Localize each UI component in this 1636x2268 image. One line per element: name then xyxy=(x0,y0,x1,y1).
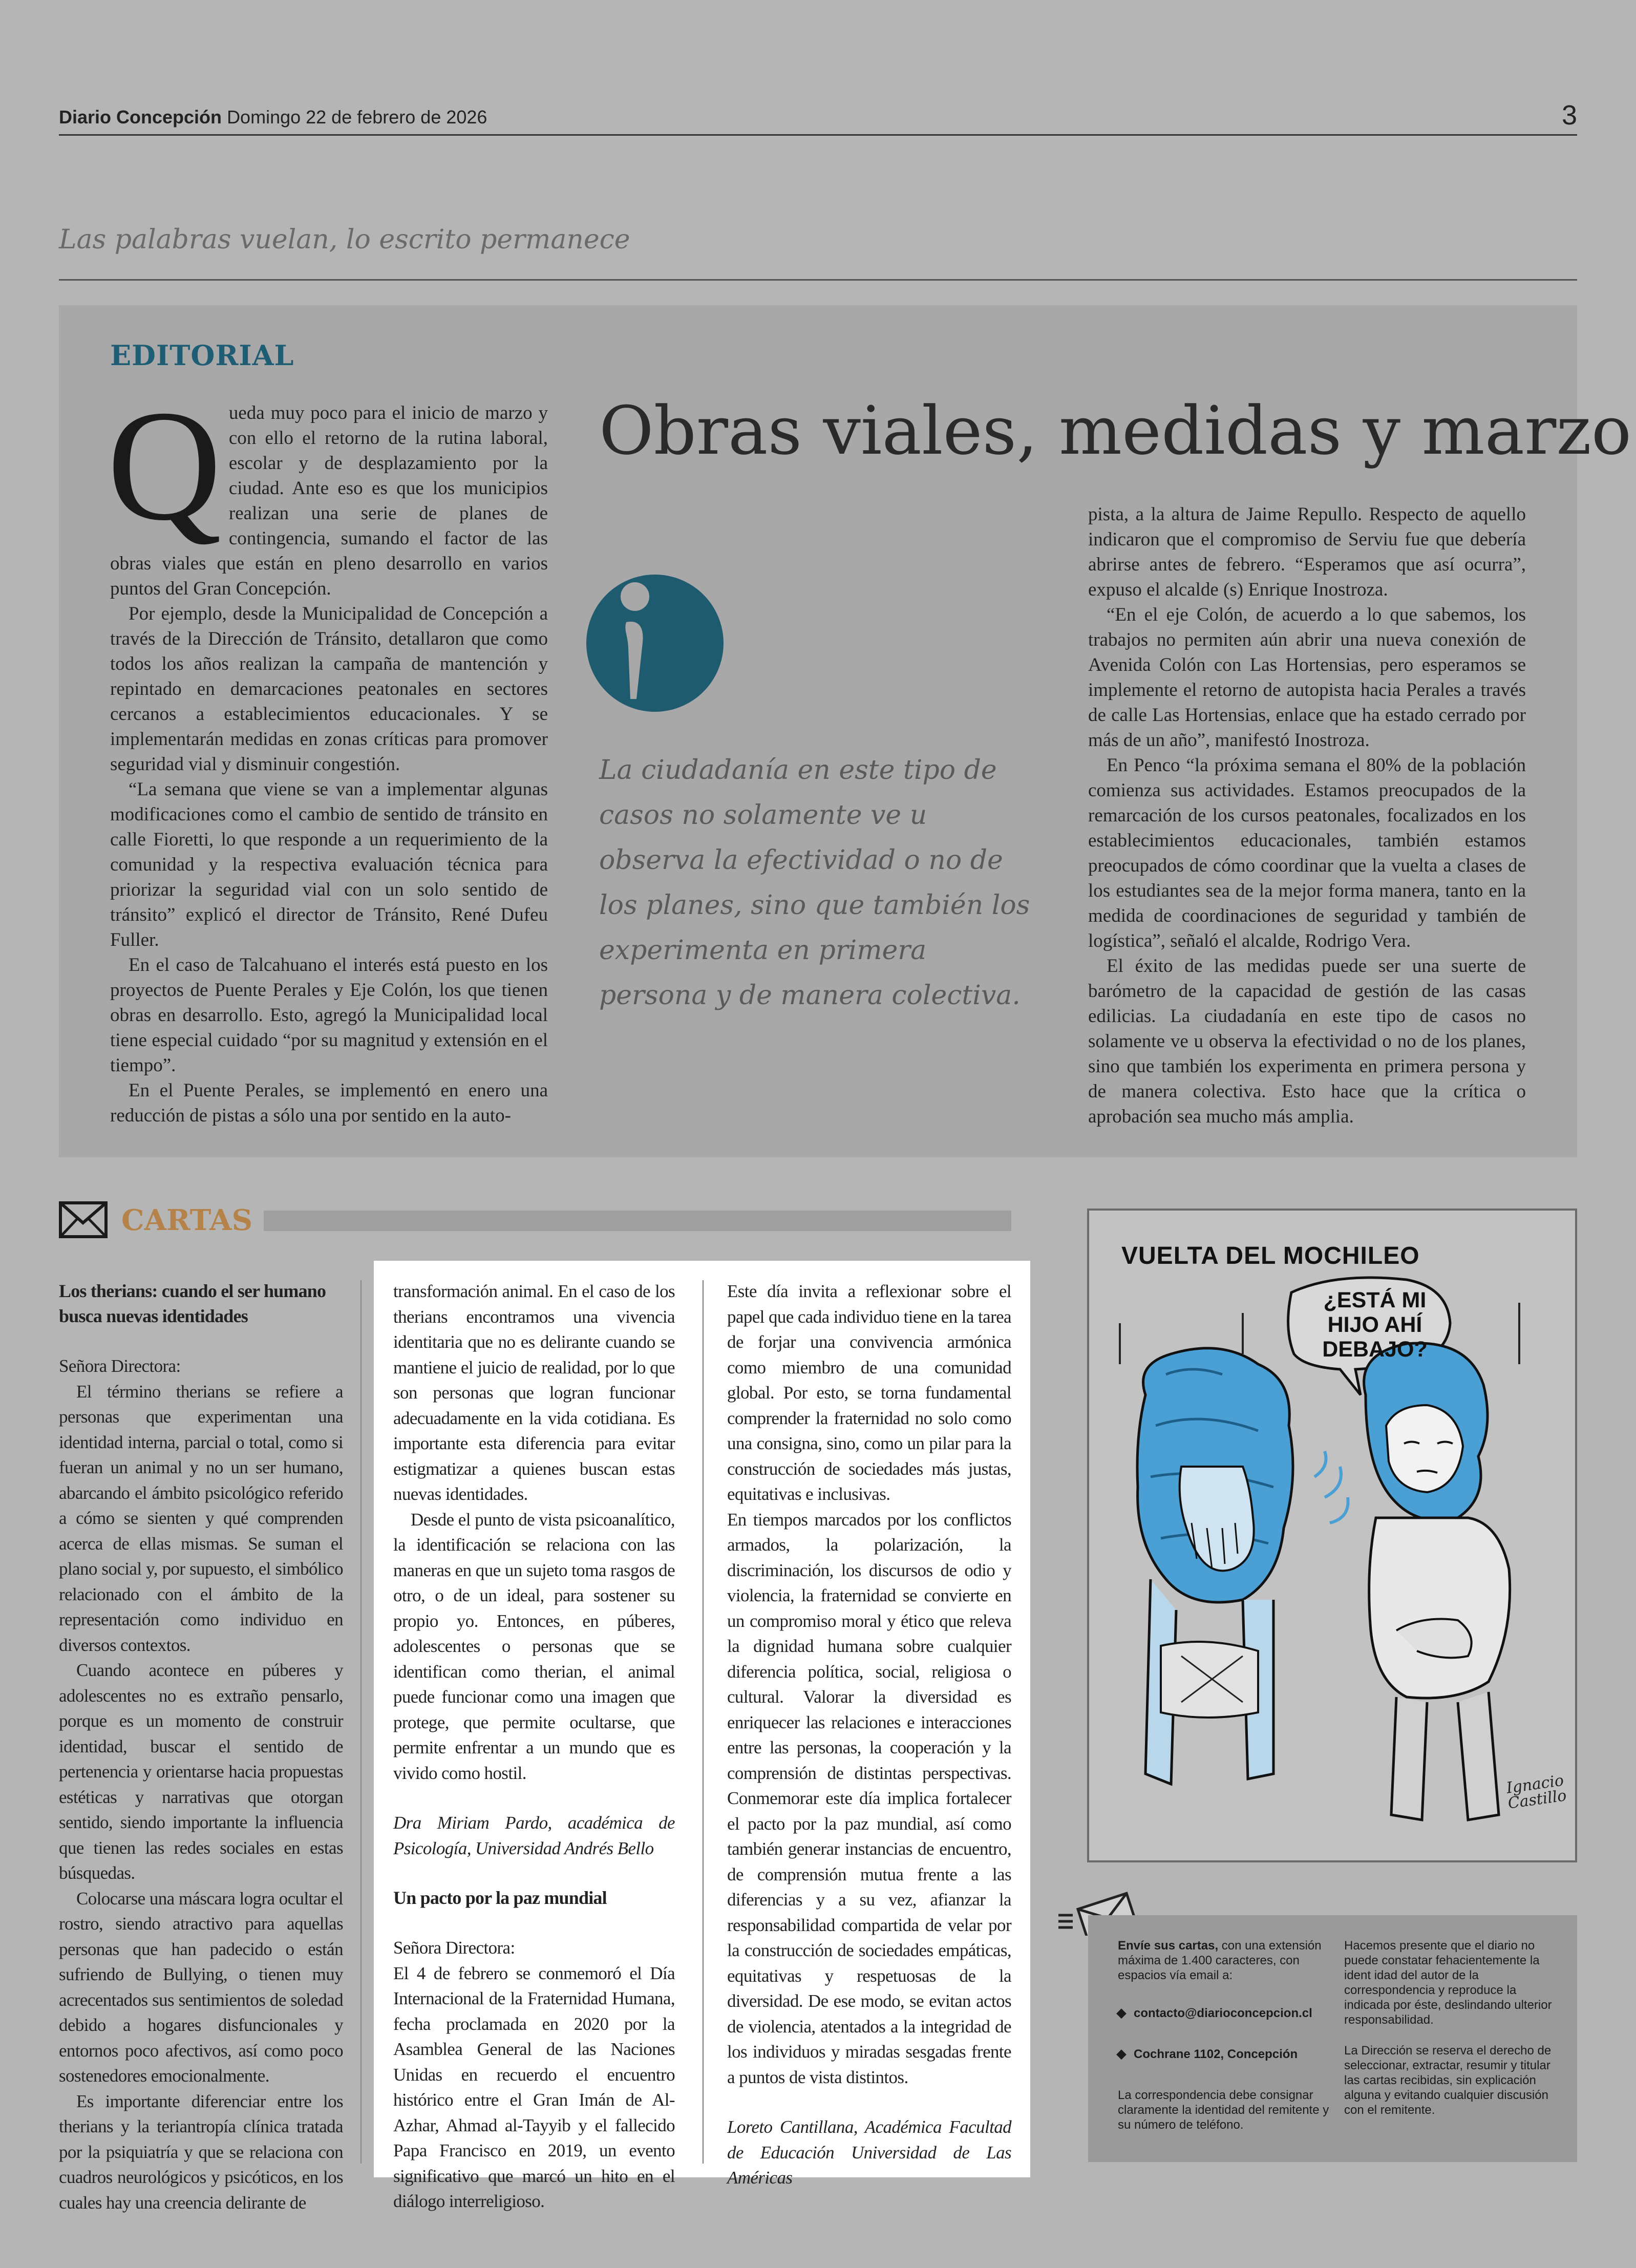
letter-paragraph: Es importante diferenciar entre los therians y la teriantropía clínica tratada por la psiquiatría y que se relaciona con cuadros neurológicos y psicóticos, en los cuales hay una creencia delirante de xyxy=(59,2091,343,2213)
letter-salutation: Señora Directora: xyxy=(59,1356,181,1376)
editorial-paragraph: Queda muy poco para el inicio de marzo y con ello el retorno de la rutina laboral, escolar y de desplazamiento por la ciudad. Ante eso es que los municipios realizan una serie de planes de contingencia, sumando el factor de las obras viales que están en pleno desarrollo en varios puntos del Gran Concepción. xyxy=(107,378,548,599)
editorial-paragraph: Por ejemplo, desde la Municipalidad de Concepción a través de la Dirección de Tránsito, detallaron que como todos los años realizan la campaña de mantención y repintado en demarcaciones peatonales en sectores cercanos a establecimientos educacionales. Y se implementarán medidas en zonas críticas para promover seguridad vial y disminuir congestión. xyxy=(110,603,548,775)
cartoon-title: VUELTA DEL MOCHILEO xyxy=(1121,1242,1420,1269)
column-divider xyxy=(703,1280,704,2164)
editorial-pullquote: La ciudadanía en este tipo de casos no solamente ve u observa la efectividad o no de los planes, sino que también los experimenta en primera persona y de manera colectiva. xyxy=(599,755,1030,1011)
editorial-paragraph: “La semana que viene se van a implementar algunas modificaciones como el cambio de sentido de tránsito en calle Fioretti, lo que responde a un requerimiento de la comunidad y la respectiva evaluación técnica para priorizar la seguridad vial con un solo sentido de tránsito” explicó el director de Tránsito, René Dufeu Fuller. xyxy=(110,779,548,950)
editorial-paragraph: En el caso de Talcahuano el interés está puesto en los proyectos de Puente Perales y Eje Colón, los que tienen obras en desarrollo. Esto, agregó la Municipalidad local tiene especial cuidado “por su magnitud y extensión en el tiempo”. xyxy=(110,955,548,1076)
editorial-column-1 xyxy=(107,378,548,1128)
letter-paragraph: Este día invita a reflexionar sobre el papel que cada individuo tiene en la tarea de forjar una convivencia armónica como miembro de una comunidad global. Por esto, se torna fundamental comprender la fraternidad no solo como una consigna, sino, como un pilar para la construcción de sociedades más justas, equitativas e inclusivas. xyxy=(727,1281,1011,1504)
editorial-paragraph: En el Puente Perales, se implementó en enero una reducción de pistas a sólo una por sentido en la auto- xyxy=(110,1080,548,1126)
editorial-paragraph: El éxito de las medidas puede ser una suerte de barómetro de la capacidad de gestión de las casas edilicias. La ciudadanía en este tipo de casos no solamente ve u observa la efectividad o no de los planes, sino que también los experimenta en primera persona y de manera colectiva. Esto hace que la crítica o aprobación sea mucho más amplia. xyxy=(1088,956,1526,1127)
letter-paragraph: En tiempos marcados por los conflictos armados, la polarización, la discriminación, los discursos de odio y violencia, la fraternidad se convierte en un compromiso moral y ético que releva la dignidad humana sobre cualquier diferencia política, social, religiosa o cultural. Valorar la diversidad es enriquecer las relaciones e interacciones entre las personas, la cooperación y la comprensión de distintas perspectivas. Conmemorar este día implica fortalecer el pacto por la paz mundial, así como también generar instancias de encuentro, de comprensión mutua frente a las diferencias y a su vez, afianzar la responsabilidad compartida de velar por la construcción de sociedades empáticas, equitativas y respetuosas de la diversidad. De ese modo, se evitan actos de violencia, atentados a la integridad de los individuos y miradas sesgadas frente a puntos de vista distintos. xyxy=(727,1509,1011,2087)
motto-rule xyxy=(59,279,1577,281)
letter-paragraph: transformación animal. En el caso de los therians encontramos una vivencia identitaria que no es delirante cuando se mantiene el juicio de realidad, por lo que son personas que logran funcionar adecuadamente en la vida cotidiana. Es importante esta diferencia para evitar estigmatizar a quienes buscan estas nuevas identidades. xyxy=(393,1281,675,1504)
letter-paragraph: Cuando acontece en púberes y adolescentes no es extraño pensarlo, porque es un momento de construir identidad, buscar el sentido de pertenencia y orientarse hacia propuestas estéticas y narrativas que otorgan sentido, siendo importante la influencia que tienen las redes sociales en estas búsquedas. xyxy=(59,1660,343,1883)
cartas-header-bar xyxy=(264,1211,1011,1231)
section-motto: Las palabras vuelan, lo escrito permanece xyxy=(59,224,630,255)
info-disclaimer: Hacemos presente que el diario no puede constatar fehacientemente la ident idad del autor de la correspondencia y reproduce la indicada por éste, deslindando ulterior responsabilidad. xyxy=(1344,1939,1552,2027)
diamond-bullet-icon: ◆ xyxy=(1116,2046,1127,2061)
info-icon xyxy=(585,571,725,715)
info-email: ◆ contacto@diarioconcepcion.cl xyxy=(1116,2005,1312,2020)
newspaper-header xyxy=(59,107,487,128)
letters-middle-column xyxy=(393,1279,675,2214)
editorial-column-3 xyxy=(1088,502,1526,1129)
letter-salutation: Señora Directora: xyxy=(393,1938,515,1958)
info-intro: Envíe sus cartas, con una extensión máxima de 1.400 caracteres, con espacios vía email a: xyxy=(1118,1939,1322,1982)
info-address: ◆ Cochrane 1102, Concepción xyxy=(1116,2046,1298,2061)
letter-paragraph: El término therians se refiere a personas que experimentan una identidad interna, parcial o total, como si fueran un animal y no un ser humano, abarcando el ámbito psicológico referido a cómo se sienten y qué comprenden acerca de ellas mismas. Se suman el plano social y, por supuesto, el simbólico relacionado con el ámbito de la representación como individuo en diversos contextos. xyxy=(59,1381,343,1655)
page-number: 3 xyxy=(1562,100,1578,131)
header-rule xyxy=(59,134,1577,136)
editorial-title: Obras viales, medidas y marzo xyxy=(599,392,1632,470)
info-note: La correspondencia debe consignar claramente la identidad del remitente y su número de teléfono. xyxy=(1118,2088,1329,2132)
editorial-paragraph: pista, a la altura de Jaime Repullo. Respecto de aquello indicaron que el compromiso de Serviu fue que debería abrirse antes de febrero. “Esperamos que así ocurra”, expuso el alcalde (s) Enrique Inostroza. xyxy=(1088,504,1526,600)
issue-date: Domingo 22 de febrero de 2026 xyxy=(227,107,487,128)
letter-therians xyxy=(59,1279,343,2215)
letter-signature: Dra Miriam Pardo, académica de Psicología, Universidad Andrés Bello xyxy=(393,1813,675,1858)
envelope-icon xyxy=(59,1201,108,1238)
letter-title: Un pacto por la paz mundial xyxy=(393,1888,607,1908)
letter-paragraph: Desde el punto de vista psicoanalítico, la identificación se relaciona con las maneras en que un sujeto toma rasgos de otro, o de un ideal, para sostener su propio yo. Entonces, en púberes, adolescentes o personas que se identifican como therian, el animal puede funcionar como una imagen que protege, que permite ocultarse, que permite enfrentar a un mundo que es vivido como hostil. xyxy=(393,1509,675,1783)
letter-signature: Loreto Cantillana, Académica Facultad de Educación Universidad de Las Américas xyxy=(727,2117,1011,2188)
editorial-label: EDITORIAL xyxy=(110,339,294,372)
diamond-bullet-icon: ◆ xyxy=(1116,2005,1127,2020)
newspaper-name: Diario Concepción xyxy=(59,107,222,128)
drop-cap: Q xyxy=(107,378,222,554)
letter-paragraph: Colocarse una máscara logra ocultar el rostro, siendo atractivo para aquellas personas que han padecido o están sufriendo de Bullying, o tienen muy acrecentados sus sentimientos de soledad debido a hogares disfuncionales y entornos poco afectivos, así como poco sostenedores emocionalmente. xyxy=(59,1888,343,2086)
letter-title: Los therians: cuando el ser humano busca nuevas identidades xyxy=(59,1281,326,1326)
cartas-label: CARTAS xyxy=(121,1203,253,1237)
column-divider xyxy=(360,1280,362,2164)
cartoon-speech-text: ¿ESTÁ MI HIJO AHÍ DEBAJO? xyxy=(1322,1288,1428,1362)
info-rights: La Dirección se reserva el derecho de seleccionar, extractar, resumir y titular las cartas recibidas, sin explicación alguna y evitando cualquier discusión con el remitente. xyxy=(1344,2044,1552,2117)
editorial-paragraph: En Penco “la próxima semana el 80% de la población comienza sus actividades. Estamos preocupados de la remarcación de los cursos peatonales, focalizados en los establecimientos educacionales, también estamos preocupados de cómo coordinar que la vuelta a clases de los estudiantes sea de la mejor forma manera, tanto en la medida de coordinaciones de seguridad y también de logística”, señaló el alcalde, Rodrigo Vera. xyxy=(1088,755,1526,951)
letters-right-column xyxy=(727,1279,1011,2191)
editorial-paragraph: “En el eje Colón, de acuerdo a lo que sabemos, los trabajos no permiten aún abrir una nueva conexión de Avenida Colón con Las Hortensias, pero esperamos se implemente el retorno de autopista hacia Perales a través de calle Las Hortensias, enlace que ha estado cerrado por más de un año”, manifestó Inostroza. xyxy=(1088,604,1526,751)
letter-paragraph: El 4 de febrero se conmemoró el Día Internacional de la Fraternidad Humana, fecha proclamada en 2020 por la Asamblea General de las Naciones Unidas en recuerdo el encuentro histórico entre el Gran Imán de Al-Azhar, Ahmad al-Tayyib y el fallecido Papa Francisco en 2019, un evento significativo que marcó un hito en el diálogo interreligioso. xyxy=(393,1963,675,2211)
cartoonist-signature: Ignacio Castillo xyxy=(1505,1771,1568,1813)
